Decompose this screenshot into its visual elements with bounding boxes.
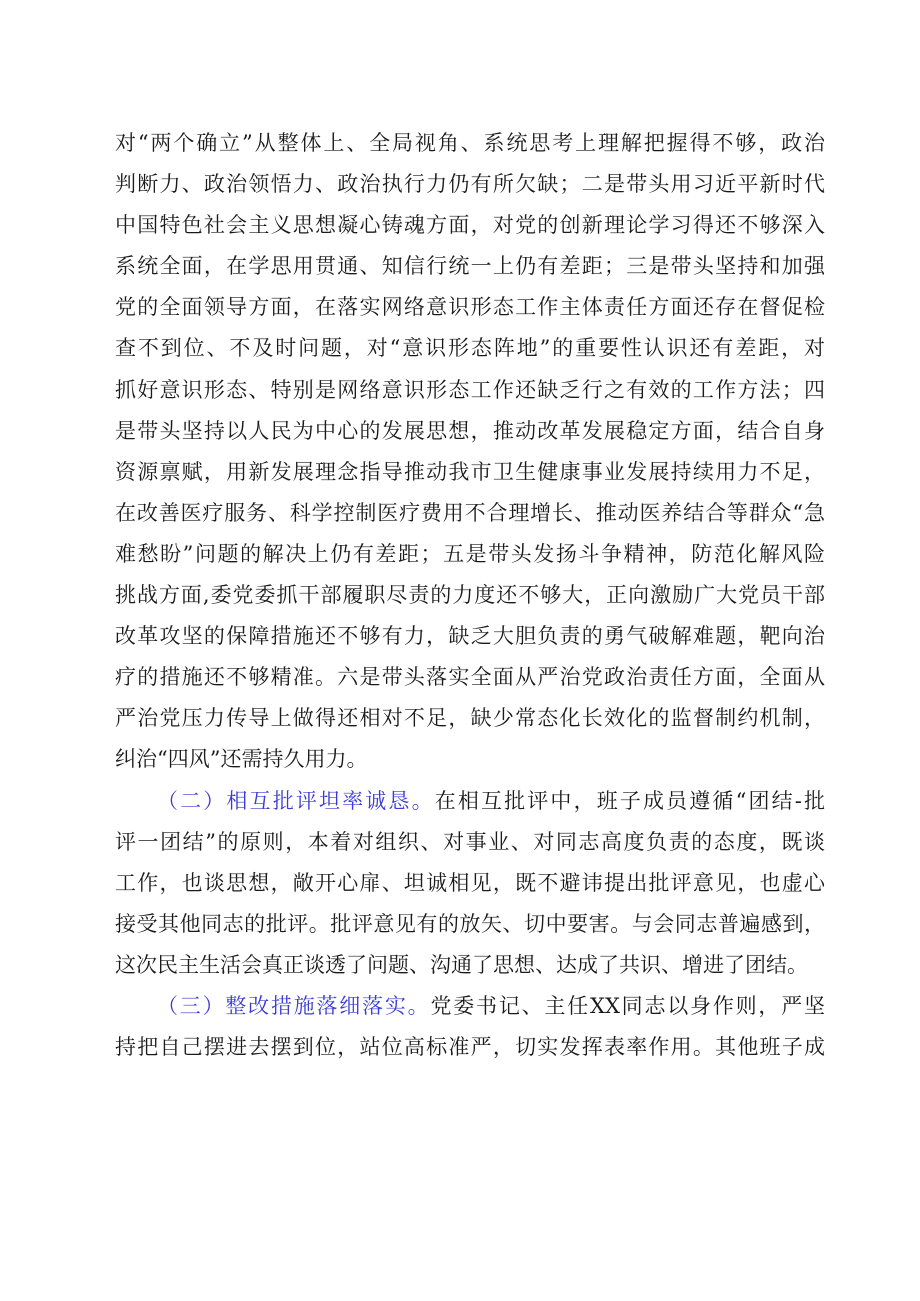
paragraph-line: 党的全面领导方面，在落实网络意识形态工作主体责任方面还存在督促检 xyxy=(115,295,825,320)
paragraph-line: 改革攻坚的保障措施还不够有力，缺乏大胆负责的勇气破解难题，靶向治 xyxy=(115,624,825,649)
paragraph-line: 工作，也谈思想，敞开心扉、坦诚相见，既不避讳提出批评意见，也虚心 xyxy=(115,870,825,895)
paragraph-line: 在改善医疗服务、科学控制医疗费用不合理增长、推动医养结合等群众“急 xyxy=(115,500,825,525)
paragraph-line: 纠治“四风”还需持久用力。 xyxy=(115,747,368,772)
section-2-first-line-text: 在相互批评中，班子成员遵循“团结-批 xyxy=(434,788,825,813)
section-3-first-line-text: 党委书记、主任XX同志以身作则，严坚 xyxy=(430,993,825,1018)
document-body xyxy=(115,123,825,1068)
paragraph-line: 疗的措施还不够精准。六是带头落实全面从严治党政治责任方面，全面从 xyxy=(115,665,825,690)
paragraph-line: 严治党压力传导上做得还相对不足，缺少常态化长效化的监督制约机制， xyxy=(115,706,825,731)
paragraph-line: 对“两个确立”从整体上、全局视角、系统思考上理解把握得不够，政治 xyxy=(115,131,825,155)
paragraph-line: 是带头坚持以人民为中心的发展思想，推动改革发展稳定方面，结合自身 xyxy=(115,418,825,443)
section-3 xyxy=(115,986,825,1068)
paragraph-line: 这次民主生活会真正谈透了问题、沟通了思想、达成了共识、增进了团结。 xyxy=(115,952,808,977)
paragraph-line: 查不到位、不及时问题，对“意识形态阵地”的重要性认识还有差距，对 xyxy=(115,336,825,361)
paragraph-line: 接受其他同志的批评。批评意见有的放矢、切中要害。与会同志普遍感到， xyxy=(115,911,825,936)
section-2 xyxy=(115,781,825,986)
paragraph-line: 系统全面，在学思用贯通、知信行统一上仍有差距；三是带头坚持和加强 xyxy=(115,254,825,279)
section-3-first-line xyxy=(115,986,825,1027)
paragraph-line: 难愁盼”问题的解决上仍有差距；五是带头发扬斗争精神，防范化解风险 xyxy=(115,541,825,566)
paragraph-line: 持把自己摆进去摆到位，站位高标准严，切实发挥表率作用。其他班子成 xyxy=(115,1035,825,1060)
paragraph-line: 资源禀赋，用新发展理念指导推动我市卫生健康事业发展持续用力不足， xyxy=(115,459,825,484)
paragraph-line: 中国特色社会主义思想凝心铸魂方面，对党的创新理论学习得还不够深入 xyxy=(115,213,825,238)
section-2-first-line xyxy=(115,781,825,822)
paragraph-line: 判断力、政治领悟力、政治执行力仍有所欠缺；二是带头用习近平新时代 xyxy=(115,172,825,197)
section-2-heading: （二）相互批评坦率诚恳。 xyxy=(157,788,435,813)
paragraph-line: 挑战方面,委党委抓干部履职尽责的力度还不够大，正向激励广大党员干部 xyxy=(115,583,825,608)
paragraph-1 xyxy=(115,123,825,781)
section-3-heading: （三）整改措施落细落实。 xyxy=(157,993,431,1018)
paragraph-line: 评一团结”的原则，本着对组织、对事业、对同志高度负责的态度，既谈 xyxy=(115,829,825,854)
paragraph-line: 抓好意识形态、特别是网络意识形态工作还缺乏行之有效的工作方法；四 xyxy=(115,377,825,402)
